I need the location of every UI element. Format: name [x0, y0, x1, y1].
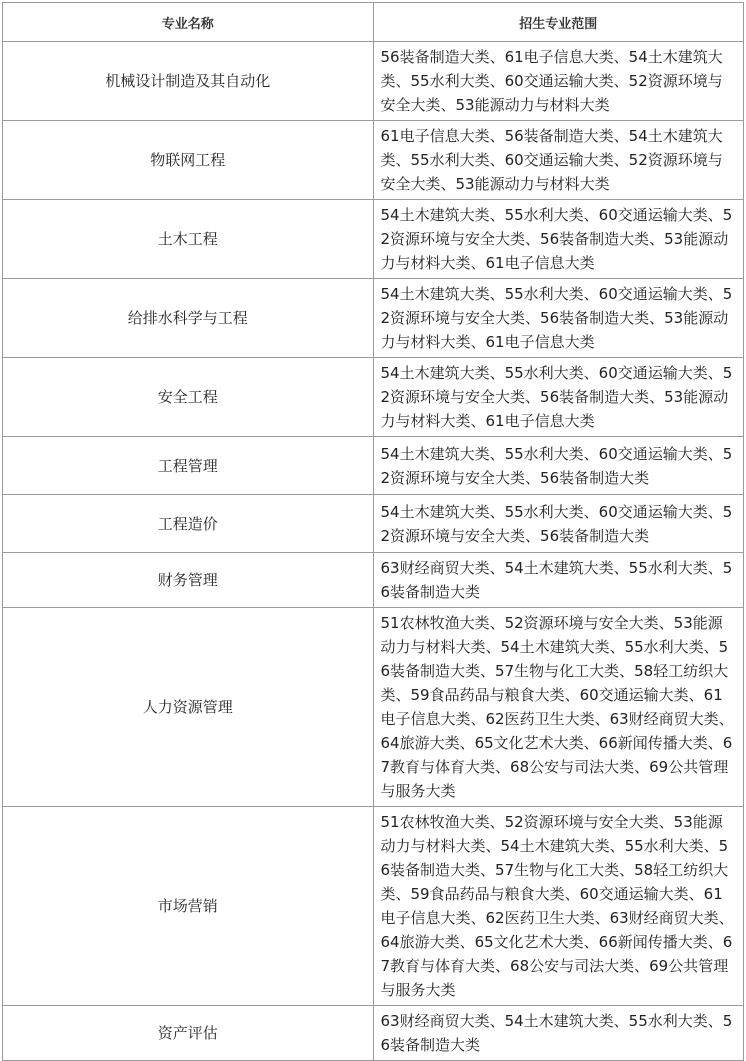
enrollment-scope-cell: 54土木建筑大类、55水利大类、60交通运输大类、52资源环境与安全大类、56装备制造大类: [373, 437, 744, 495]
major-name-cell: 财务管理: [3, 553, 374, 608]
table-row: [3, 1006, 744, 1061]
table-row: [3, 279, 744, 358]
table-row: [3, 200, 744, 279]
header-major-name: 专业名称: [3, 3, 374, 42]
enrollment-scope-cell: 63财经商贸大类、54土木建筑大类、55水利大类、56装备制造大类: [373, 553, 744, 608]
table-row: [3, 608, 744, 807]
major-name-cell: 土木工程: [3, 200, 374, 279]
enrollment-scope-cell: 63财经商贸大类、54土木建筑大类、55水利大类、56装备制造大类: [373, 1006, 744, 1061]
major-name-cell: 机械设计制造及其自动化: [3, 42, 374, 121]
major-name-cell: 安全工程: [3, 358, 374, 437]
major-name-cell: 工程造价: [3, 495, 374, 553]
enrollment-scope-cell: 61电子信息大类、56装备制造大类、54土木建筑大类、55水利大类、60交通运输大类、52资源环境与安全大类、53能源动力与材料大类: [373, 121, 744, 200]
table-row: [3, 121, 744, 200]
major-scope-table: [2, 2, 744, 1061]
major-name-cell: 市场营销: [3, 807, 374, 1006]
enrollment-scope-cell: 51农林牧渔大类、52资源环境与安全大类、53能源动力与材料大类、54土木建筑大类、55水利大类、56装备制造大类、57生物与化工大类、58轻工纺织大类、59食品药品与粮食大类、60交通运输大类、61电子信息大类、62医药卫生大类、63财经商贸大类、64旅游大类、65文化艺术大类、66新闻传播大类、67教育与体育大类、68公安与司法大类、69公共管理与服务大类: [373, 608, 744, 807]
enrollment-scope-cell: 54土木建筑大类、55水利大类、60交通运输大类、52资源环境与安全大类、56装备制造大类: [373, 495, 744, 553]
table-row: [3, 807, 744, 1006]
enrollment-scope-cell: 54土木建筑大类、55水利大类、60交通运输大类、52资源环境与安全大类、56装备制造大类、53能源动力与材料大类、61电子信息大类: [373, 200, 744, 279]
major-name-cell: 工程管理: [3, 437, 374, 495]
enrollment-scope-cell: 51农林牧渔大类、52资源环境与安全大类、53能源动力与材料大类、54土木建筑大类、55水利大类、56装备制造大类、57生物与化工大类、58轻工纺织大类、59食品药品与粮食大类、60交通运输大类、61电子信息大类、62医药卫生大类、63财经商贸大类、64旅游大类、65文化艺术大类、66新闻传播大类、67教育与体育大类、68公安与司法大类、69公共管理与服务大类: [373, 807, 744, 1006]
enrollment-scope-cell: 56装备制造大类、61电子信息大类、54土木建筑大类、55水利大类、60交通运输大类、52资源环境与安全大类、53能源动力与材料大类: [373, 42, 744, 121]
table-row: [3, 42, 744, 121]
table-row: [3, 553, 744, 608]
table-row: [3, 437, 744, 495]
enrollment-scope-cell: 54土木建筑大类、55水利大类、60交通运输大类、52资源环境与安全大类、56装备制造大类、53能源动力与材料大类、61电子信息大类: [373, 358, 744, 437]
table-row: [3, 358, 744, 437]
major-name-cell: 资产评估: [3, 1006, 374, 1061]
header-row: [3, 3, 744, 42]
major-name-cell: 给排水科学与工程: [3, 279, 374, 358]
major-name-cell: 人力资源管理: [3, 608, 374, 807]
enrollment-scope-cell: 54土木建筑大类、55水利大类、60交通运输大类、52资源环境与安全大类、56装备制造大类、53能源动力与材料大类、61电子信息大类: [373, 279, 744, 358]
major-name-cell: 物联网工程: [3, 121, 374, 200]
table-row: [3, 495, 744, 553]
header-enrollment-scope: 招生专业范围: [373, 3, 744, 42]
